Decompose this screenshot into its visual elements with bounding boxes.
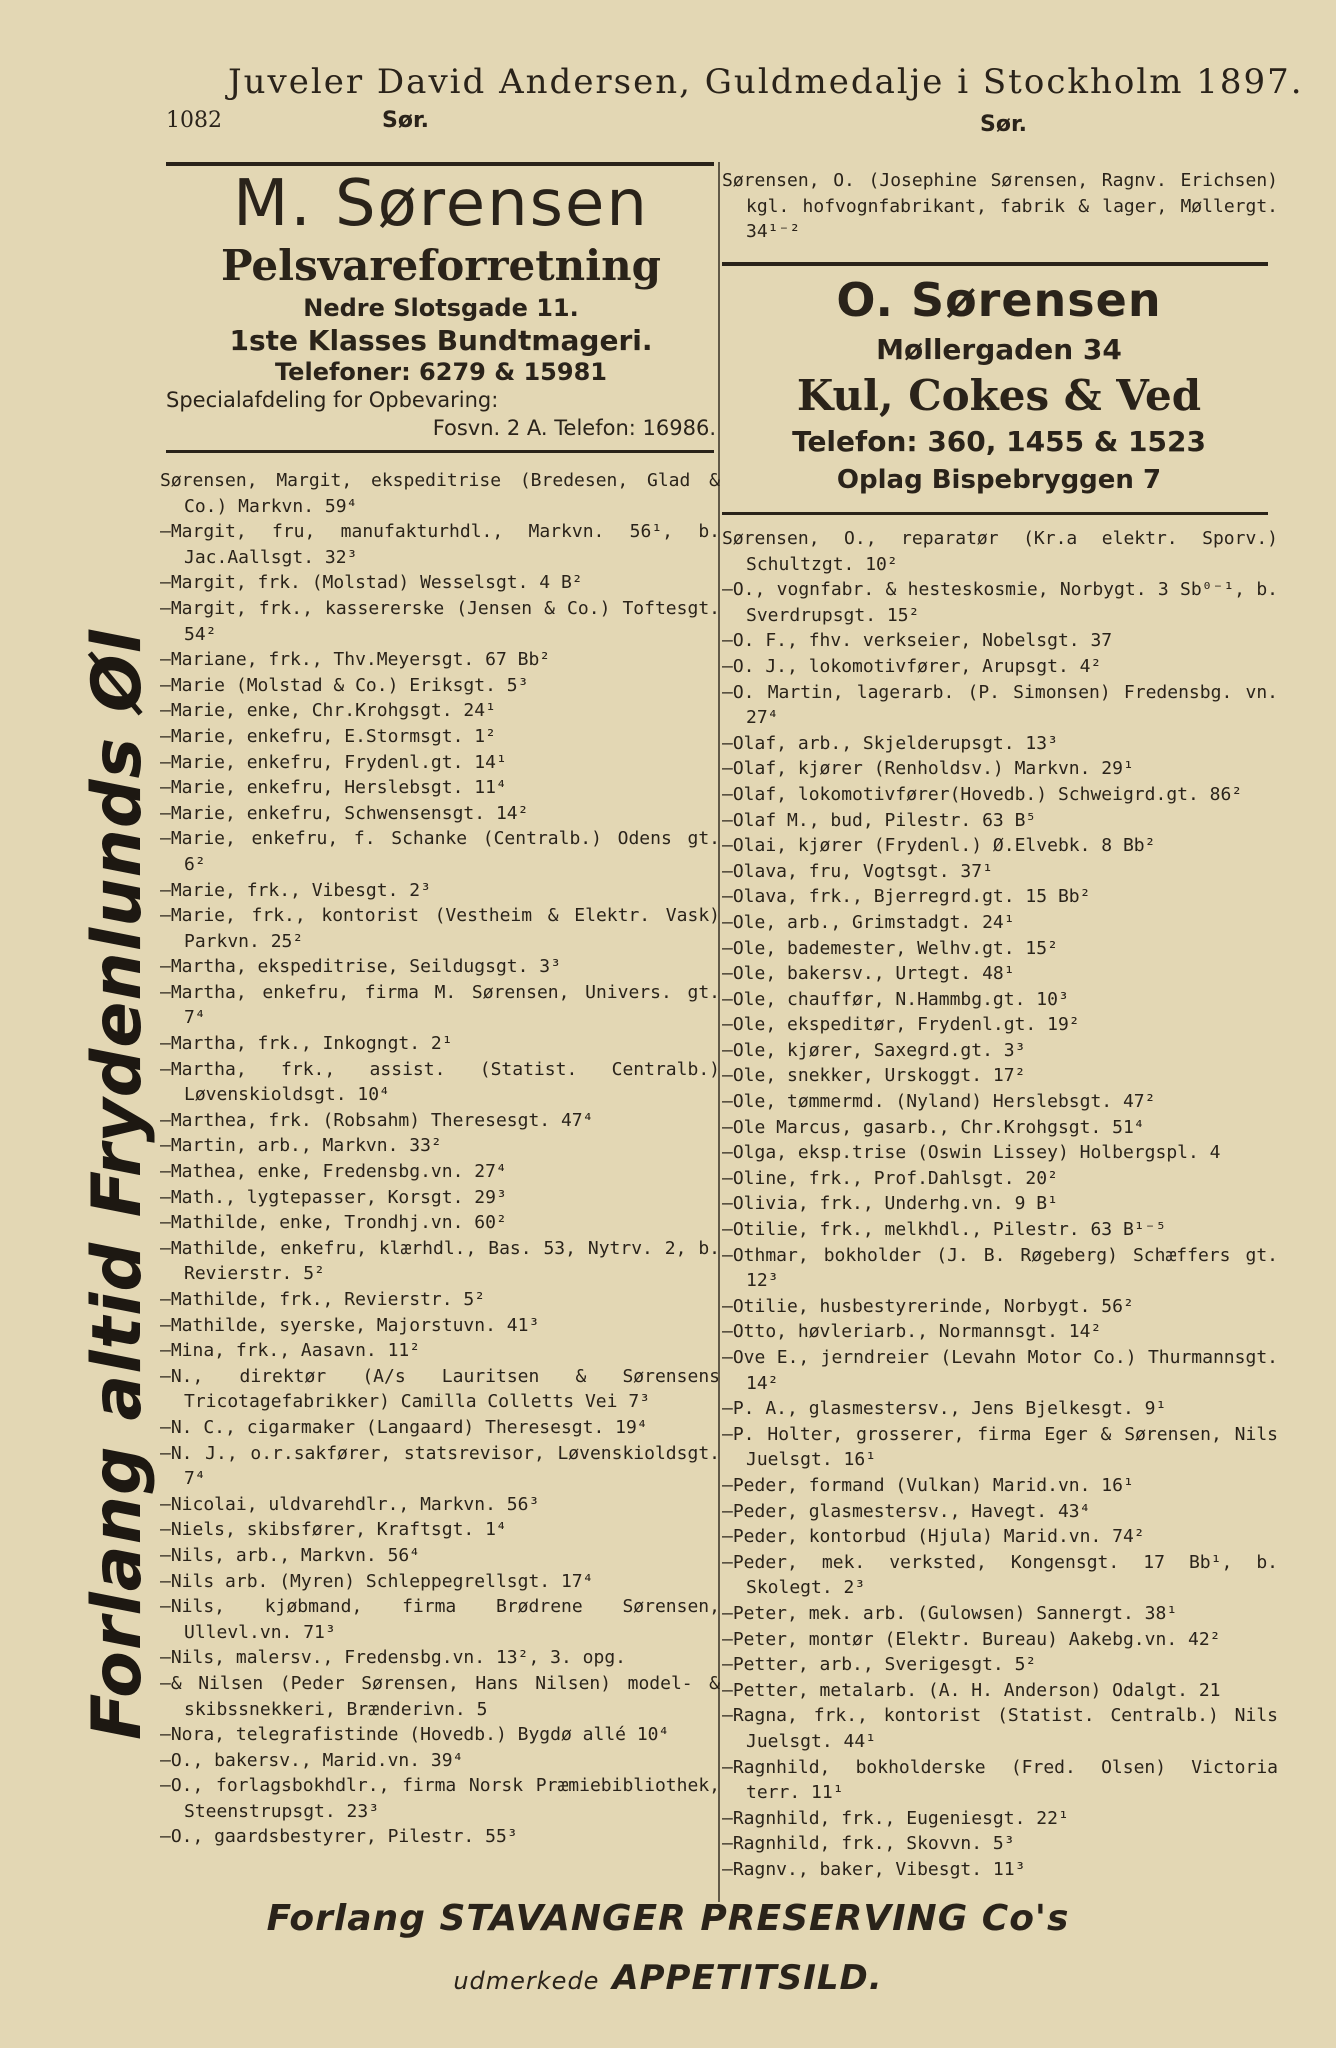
list-item: —Mathilde, enke, Trondhj.vn. 60²: [160, 1212, 507, 1234]
list-item: —O. F., fhv. verkseier, Nobelsgt. 37: [722, 630, 1113, 652]
page-number: 1082: [166, 108, 222, 133]
list-item: —Ole, bakersv., Urtegt. 48¹: [722, 963, 1015, 985]
list-item: —Marie, frk., Vibesgt. 2³: [160, 879, 431, 901]
list-item: —Peter, montør (Elektr. Bureau) Aakebg.vn. 42²: [722, 1628, 1221, 1650]
list-item: —Petter, arb., Sverigesgt. 5²: [722, 1654, 1037, 1676]
ad-left-address: Nedre Slotsgade 11.: [303, 294, 579, 322]
list-item: —Margit, frk., kassererske (Jensen & Co.) Toftesgt. 54²: [160, 597, 720, 645]
list-item: —Martha, frk., Inkogngt. 2¹: [160, 1033, 453, 1055]
list-item: —Ole, kjører, Saxegrd.gt. 3³: [722, 1039, 1026, 1061]
list-item: —O., forlagsbokhdlr., firma Norsk Præmiebibliothek, Steenstrupsgt. 23³: [160, 1775, 720, 1822]
list-item: Sørensen, Margit, ekspeditrise (Bredesen, Glad & Co.) Markvn. 59⁴: [160, 470, 720, 517]
ad-left-bottom-rule: [166, 450, 714, 453]
list-item: —Mathilde, syerske, Majorstuvn. 41³: [160, 1314, 540, 1336]
list-item: —Peder, kontorbud (Hjula) Marid.vn. 74²: [722, 1526, 1145, 1548]
list-item: —Ragnv., baker, Vibesgt. 11³: [722, 1858, 1026, 1880]
ad-right-name: O. Sørensen: [836, 273, 1162, 327]
list-item: —Olava, frk., Bjerregrd.gt. 15 Bb²: [722, 886, 1091, 908]
list-item: —Petter, metalarb. (A. H. Anderson) Odalgt. 21: [722, 1679, 1221, 1701]
list-item: —N., direktør (A/s Lauritsen & Sørensens Tricotagefabrikker) Camilla Colletts Vei 7³: [160, 1365, 720, 1413]
section-label-left: Sør.: [382, 108, 430, 133]
list-item: —O., gaardsbestyrer, Pilestr. 55³: [160, 1826, 518, 1848]
list-item: —O., bakersv., Marid.vn. 39⁴: [160, 1749, 464, 1771]
list-item: —Peder, glasmestersv., Havegt. 43⁴: [722, 1500, 1091, 1522]
list-item: —Marie (Molstad & Co.) Eriksgt. 5³: [160, 674, 529, 696]
list-item: —Martin, arb., Markvn. 33²: [160, 1135, 442, 1157]
list-item: —Martha, ekspeditrise, Seildugsgt. 3³: [160, 956, 561, 978]
ad-left-phones: Telefoner: 6279 & 15981: [275, 358, 607, 386]
list-item: —Margit, fru, manufakturhdl., Markvn. 56¹, b. Jac.Aallsgt. 32³: [160, 521, 720, 568]
list-item: —Marie, frk., kontorist (Vestheim & Elektr. Vask) Parkvn. 25²: [160, 905, 720, 952]
list-item: —Ole, snekker, Urskoggt. 17²: [722, 1065, 1026, 1087]
list-item: —Martha, enkefru, firma M. Sørensen, Univers. gt. 7⁴: [160, 981, 720, 1029]
list-item: —& Nilsen (Peder Sørensen, Hans Nilsen) model- & skibssnekkeri, Brænderivn. 5: [160, 1672, 720, 1720]
right-top-entry-block: [722, 168, 1278, 245]
list-item: —Nils, kjøbmand, firma Brødrene Sørensen, Ullevl.vn. 71³: [160, 1596, 720, 1643]
section-label-right: Sør.: [980, 112, 1028, 137]
bottom-advertisement-line2: [0, 1958, 1336, 1998]
ad-right-depot: Oplag Bispebryggen 7: [836, 465, 1162, 495]
list-item: —Otilie, husbestyrerinde, Norbygt. 56²: [722, 1295, 1134, 1317]
list-item: —O. J., lokomotivfører, Arupsgt. 4²: [722, 655, 1102, 677]
bottom-advertisement-line1: Forlang STAVANGER PRESERVING Co's: [266, 1898, 1070, 1939]
ad-m-sorensen: [166, 168, 716, 442]
left-column: [160, 468, 720, 1850]
list-item: —Mina, frk., Aasavn. 11²: [160, 1340, 421, 1362]
list-item: —Math., lygtepasser, Korsgt. 29³: [160, 1186, 507, 1208]
list-item: —Peder, formand (Vulkan) Marid.vn. 16¹: [722, 1474, 1134, 1496]
list-item: —Olivia, frk., Underhg.vn. 9 B¹: [722, 1193, 1058, 1215]
list-item: —Ole, bademester, Welhv.gt. 15²: [722, 937, 1058, 959]
ad-right-business: Kul, Cokes & Ved: [796, 371, 1202, 420]
list-item: —Nils arb. (Myren) Schleppegrellsgt. 17⁴: [160, 1570, 594, 1592]
list-item: —Olaf, kjører (Renholdsv.) Markvn. 29¹: [722, 758, 1134, 780]
ad-right-top-rule: [722, 262, 1268, 266]
list-item: —Nicolai, uldvarehdlr., Markvn. 56³: [160, 1493, 540, 1515]
list-item: —Olaf, lokomotivfører(Hovedb.) Schweigrd.gt. 86²: [722, 783, 1243, 805]
list-item: —Oline, frk., Prof.Dahlsgt. 20²: [722, 1167, 1058, 1189]
list-item: —Marie, enkefru, f. Schanke (Centralb.) Odens gt. 6²: [160, 828, 720, 875]
list-item: Sørensen, O., reparatør (Kr.a elektr. Sporv.) Schultzgt. 10²: [722, 528, 1278, 575]
ad-o-sorensen: [724, 270, 1274, 498]
list-item: —Otilie, frk., melkhdl., Pilestr. 63 B¹⁻⁵: [722, 1219, 1167, 1241]
ad-left-tagline: 1ste Klasses Bundtmageri.: [229, 324, 653, 357]
list-item: —Ole, ekspeditør, Frydenl.gt. 19²: [722, 1014, 1080, 1036]
list-item: —Ole, chauffør, N.Hammbg.gt. 10³: [722, 988, 1069, 1010]
list-item: —Marie, enkefru, Frydenl.gt. 14¹: [160, 751, 507, 773]
page-header-title: Juveler David Andersen, Guldmedalje i Stockholm 1897.: [228, 62, 1304, 102]
list-item: —Olga, eksp.trise (Oswin Lissey) Holbergspl. 4: [722, 1142, 1221, 1164]
list-item: —Ragnhild, bokholderske (Fred. Olsen) Victoria terr. 11¹: [722, 1756, 1278, 1804]
list-item: —Ragnhild, frk., Eugeniesgt. 22¹: [722, 1807, 1069, 1829]
ad-right-phones: Telefon: 360, 1455 & 1523: [792, 425, 1206, 458]
list-item: —Niels, skibsfører, Kraftsgt. 1⁴: [160, 1519, 507, 1541]
list-item: Sørensen, O. (Josephine Sørensen, Ragnv. Erichsen) kgl. hofvognfabrikant, fabrik & lager, Møllergt. 34¹⁻²: [722, 170, 1278, 243]
list-item: —O., vognfabr. & hesteskosmie, Norbygt. 3 Sb⁰⁻¹, b. Sverdrupsgt. 15²: [722, 579, 1278, 626]
list-item: —Ove E., jerndreier (Levahn Motor Co.) Thurmannsgt. 14²: [722, 1347, 1278, 1394]
list-item: —N. J., o.r.sakfører, statsrevisor, Løvenskioldsgt. 7⁴: [160, 1442, 720, 1490]
list-item: —Ragnhild, frk., Skovvn. 5³: [722, 1833, 1015, 1855]
right-column: [722, 526, 1278, 1882]
list-item: —Nils, arb., Markvn. 56⁴: [160, 1544, 421, 1566]
ad-left-special: Specialafdeling for Opbevaring:: [166, 388, 499, 412]
ad-right-bottom-rule: [722, 512, 1268, 515]
ad-left-special-address: Fosvn. 2 A. Telefon: 16986.: [432, 416, 716, 440]
list-item: —Marie, enkefru, E.Stormsgt. 1²: [160, 725, 496, 747]
list-item: —Marie, enkefru, Schwensensgt. 14²: [160, 802, 529, 824]
list-item: —Ragna, frk., kontorist (Statist. Centralb.) Nils Juelsgt. 44¹: [722, 1705, 1278, 1752]
vertical-advertisement: Forlang altid Frydenlunds Øl: [78, 629, 157, 1740]
list-item: —Nils, malersv., Fredensbg.vn. 13², 3. opg.: [160, 1647, 626, 1669]
list-item: —Mathea, enke, Fredensbg.vn. 27⁴: [160, 1161, 507, 1183]
ad-left-name: M. Sørensen: [233, 167, 649, 241]
list-item: —N. C., cigarmaker (Langaard) Theresesgt. 19⁴: [160, 1416, 648, 1438]
list-item: —Olava, fru, Vogtsgt. 37¹: [722, 860, 993, 882]
list-item: —Nora, telegrafistinde (Hovedb.) Bygdø allé 10⁴: [160, 1724, 670, 1746]
list-item: —Margit, frk. (Molstad) Wesselsgt. 4 B²: [160, 572, 583, 594]
ad-right-address: Møllergaden 34: [876, 333, 1122, 366]
list-item: —Othmar, bokholder (J. B. Røgeberg) Schæffers gt. 12³: [722, 1244, 1278, 1292]
list-item: —Mathilde, enkefru, klærhdl., Bas. 53, Nytrv. 2, b. Revierstr. 5²: [160, 1237, 720, 1285]
ad-left-business: Pelsvareforretning: [220, 241, 662, 290]
list-item: —Olaf M., bud, Pilestr. 63 B⁵: [722, 809, 1037, 831]
list-item: —Marthea, frk. (Robsahm) Theresesgt. 47⁴: [160, 1109, 594, 1131]
list-item: —Otto, høvleriarb., Normannsgt. 14²: [722, 1321, 1102, 1343]
ad-left-top-rule: [166, 162, 714, 166]
list-item: —P. Holter, grosserer, firma Eger & Sørensen, Nils Juelsgt. 16¹: [722, 1423, 1278, 1471]
list-item: —Ole Marcus, gasarb., Chr.Krohgsgt. 51⁴: [722, 1116, 1145, 1138]
list-item: —Ole, tømmermd. (Nyland) Herslebsgt. 47²: [722, 1091, 1156, 1113]
list-item: —Mathilde, frk., Revierstr. 5²: [160, 1289, 486, 1310]
bottom-ad-small-text: udmerkede: [453, 1967, 600, 1995]
list-item: —Peter, mek. arb. (Gulowsen) Sannergt. 38¹: [722, 1602, 1178, 1624]
list-item: —Marie, enkefru, Herslebsgt. 11⁴: [160, 777, 507, 799]
bottom-ad-big-text: APPETITSILD.: [612, 1958, 883, 1998]
list-item: —Olaf, arb., Skjelderupsgt. 13³: [722, 732, 1058, 754]
list-item: —Olai, kjører (Frydenl.) Ø.Elvebk. 8 Bb²: [722, 835, 1156, 857]
list-item: —O. Martin, lagerarb. (P. Simonsen) Fredensbg. vn. 27⁴: [722, 681, 1278, 729]
list-item: —Martha, frk., assist. (Statist. Centralb.) Løvenskioldsgt. 10⁴: [160, 1058, 720, 1106]
list-item: —Peder, mek. verksted, Kongensgt. 17 Bb¹, b. Skolegt. 2³: [722, 1551, 1278, 1599]
list-item: —Mariane, frk., Thv.Meyersgt. 67 Bb²: [160, 649, 551, 671]
list-item: —Ole, arb., Grimstadgt. 24¹: [722, 911, 1015, 933]
list-item: —P. A., glasmestersv., Jens Bjelkesgt. 9¹: [722, 1398, 1167, 1420]
list-item: —Marie, enke, Chr.Krohgsgt. 24¹: [160, 700, 496, 722]
